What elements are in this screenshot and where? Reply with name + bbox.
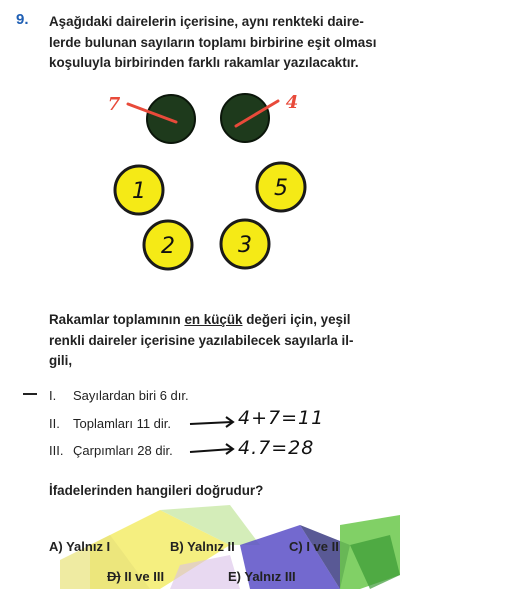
underlined-phrase: en küçük — [184, 312, 243, 327]
prompt-line-3: gili, — [49, 353, 73, 368]
statement-2-text: Toplamları 11 dir. — [73, 416, 172, 431]
handwritten-product-work: 4.7=28 — [238, 437, 315, 459]
choice-e[interactable]: E) Yalnız III — [228, 569, 296, 584]
handwritten-sum-work: 4+7=11 — [238, 407, 325, 429]
question-number: 9. — [16, 11, 29, 28]
yellow-2-digit: 2 — [161, 234, 175, 259]
yellow-3-digit: 3 — [238, 233, 252, 258]
intro-line-3: koşuluyla birbirinden farklı rakamlar yazılacaktır. — [49, 55, 359, 70]
prompt-line-2: renkli daireler içerisine yazılabilecek sayılarla il- — [49, 332, 354, 348]
yellow-5-digit: 5 — [274, 176, 288, 201]
green-right-digit: 4 — [285, 92, 299, 113]
statement-3-roman: III. — [49, 443, 64, 458]
question-ask: İfadelerinden hangileri doğrudur? — [49, 483, 264, 498]
green-circle-right — [221, 94, 269, 142]
intro-line-2: lerde bulunan sayıların toplamı birbirine eşit olması — [49, 34, 377, 50]
statement-2-roman: II. — [49, 416, 60, 431]
yellow-1-digit: 1 — [132, 179, 146, 204]
statement-1-text: Sayılardan biri 6 dır. — [73, 388, 189, 403]
statement-3-text: Çarpımları 28 dir. — [73, 443, 173, 458]
statement-1-roman: I. — [49, 388, 57, 403]
question-prompt — [49, 310, 394, 372]
choice-d[interactable] — [107, 569, 164, 584]
prompt-line-1: Rakamlar toplamının en küçük değeri için, yeşil — [49, 312, 351, 327]
handwritten-dash-mark — [23, 393, 37, 395]
choice-b[interactable]: B) Yalnız II — [170, 539, 235, 554]
choice-a[interactable]: A) Yalnız I — [49, 539, 111, 554]
choice-c[interactable]: C) I ve II — [289, 539, 339, 554]
choice-d-text: II ve III — [120, 569, 165, 584]
green-left-digit: 7 — [107, 94, 121, 115]
choice-d-letter: D) — [107, 569, 121, 584]
intro-line-1: Aşağıdaki dairelerin içerisine, aynı renkteki daire- — [49, 14, 364, 29]
